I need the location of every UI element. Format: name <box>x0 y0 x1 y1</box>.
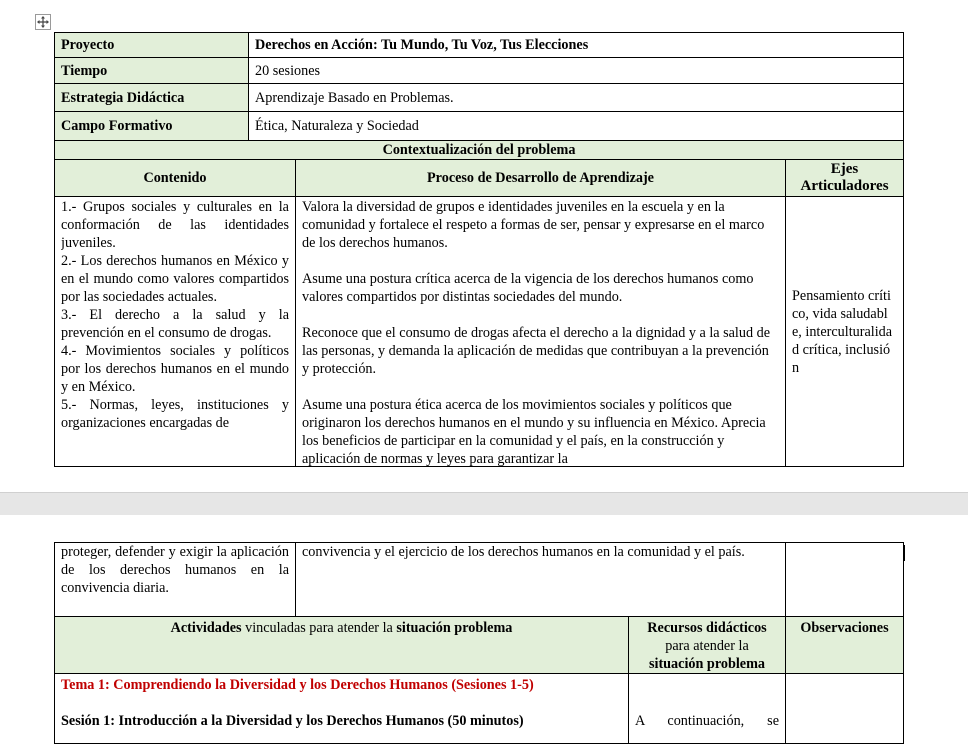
proceso-cell[interactable] <box>296 197 786 467</box>
actividades-bold-1: Actividades <box>170 620 242 636</box>
text-cursor <box>904 545 905 561</box>
table-move-handle-icon[interactable] <box>35 14 51 30</box>
contextualizacion-table <box>54 140 904 467</box>
document-page-2 <box>0 515 968 730</box>
label-estrategia: Estrategia Didáctica <box>55 84 249 112</box>
header-ejes: Ejes Articuladores <box>786 160 904 197</box>
label-proyecto: Proyecto <box>55 33 249 58</box>
sesion-1-title: Sesión 1: Introducción a la Diversidad y los Derechos Humanos (50 minutos) <box>61 713 524 729</box>
actividades-cell[interactable] <box>55 674 629 744</box>
project-info-table <box>54 32 904 141</box>
value-proyecto[interactable]: Derechos en Acción: Tu Mundo, Tu Voz, Tus Elecciones <box>249 33 904 58</box>
header-contenido: Contenido <box>55 160 296 197</box>
recursos-bold-1: Recursos didácticos <box>647 620 767 636</box>
recursos-bold-2: situación problema <box>648 656 765 672</box>
contenido-cont-cell[interactable]: proteger, defender y exigir la aplicación de los derechos humanos en la convivencia diaria. <box>55 543 296 617</box>
proceso-paragraph-3: Reconoce que el consumo de drogas afecta el derecho a la dignidad y a la salud de las personas, y demanda la aplicación de medidas que contribuyan a la prevención y protección. <box>302 325 770 377</box>
header-actividades <box>55 617 629 674</box>
header-recursos <box>629 617 786 674</box>
recursos-cell[interactable] <box>629 674 786 744</box>
page-break-gap <box>0 492 968 516</box>
label-tiempo: Tiempo <box>55 58 249 84</box>
continuation-table <box>54 542 904 744</box>
ejes-text: Pensamiento crítico, vida saludable, interculturalidad crítica, inclusión <box>792 287 893 376</box>
value-campo-formativo[interactable]: Ética, Naturaleza y Sociedad <box>249 112 904 141</box>
value-tiempo[interactable]: 20 sesiones <box>249 58 904 84</box>
contextualizacion-title: Contextualización del problema <box>55 141 904 160</box>
header-observaciones: Observaciones <box>786 617 904 674</box>
proceso-paragraph-4: Asume una postura ética acerca de los movimientos sociales y políticos que originaron los derechos humanos en el mundo y su influencia en México. Aprecia los beneficios de participar en la comunidad y el país, en la construcción y aplicación de normas y leyes para garantizar la <box>302 397 766 466</box>
recursos-text-body: A continuación, se <box>635 713 779 729</box>
actividades-text: vinculadas para atender la <box>241 620 397 636</box>
label-campo-formativo: Campo Formativo <box>55 112 249 141</box>
ejes-cell[interactable] <box>786 197 904 467</box>
proceso-cont-cell[interactable]: convivencia y el ejercicio de los derechos humanos en la comunidad y el país. <box>296 543 786 617</box>
ejes-cont-cell[interactable] <box>786 543 904 617</box>
actividades-bold-2: situación problema <box>396 620 513 636</box>
recursos-text: para atender la <box>665 638 749 654</box>
contenido-cell[interactable] <box>55 197 296 467</box>
value-estrategia[interactable]: Aprendizaje Basado en Problemas. <box>249 84 904 112</box>
contenido-text: 1.- Grupos sociales y culturales en la conformación de las identidades juveniles. 2.- Los derechos humanos en México y en el mundo como valores compartidos por las sociedades actuales. 3.- El derecho a la salud y la prevención en el consumo de drogas. 4.- Movimientos sociales y políticos por los derechos humanos en el mundo y en México. 5.- Normas, leyes, instituciones y organizaciones encargadas de <box>61 199 289 431</box>
proceso-paragraph-2: Asume una postura crítica acerca de la vigencia de los derechos humanos como valores compartidos por distintas sociedades del mundo. <box>302 271 754 305</box>
header-proceso: Proceso de Desarrollo de Aprendizaje <box>296 160 786 197</box>
tema-1-title: Tema 1: Comprendiendo la Diversidad y los Derechos Humanos (Sesiones 1-5) <box>61 677 534 693</box>
observaciones-cell[interactable] <box>786 674 904 744</box>
proceso-paragraph-1: Valora la diversidad de grupos e identidades juveniles en la escuela y en la comunidad y fortalece el respeto a formas de ser, pensar y expresarse en el marco de los derechos humanos. <box>302 199 765 251</box>
